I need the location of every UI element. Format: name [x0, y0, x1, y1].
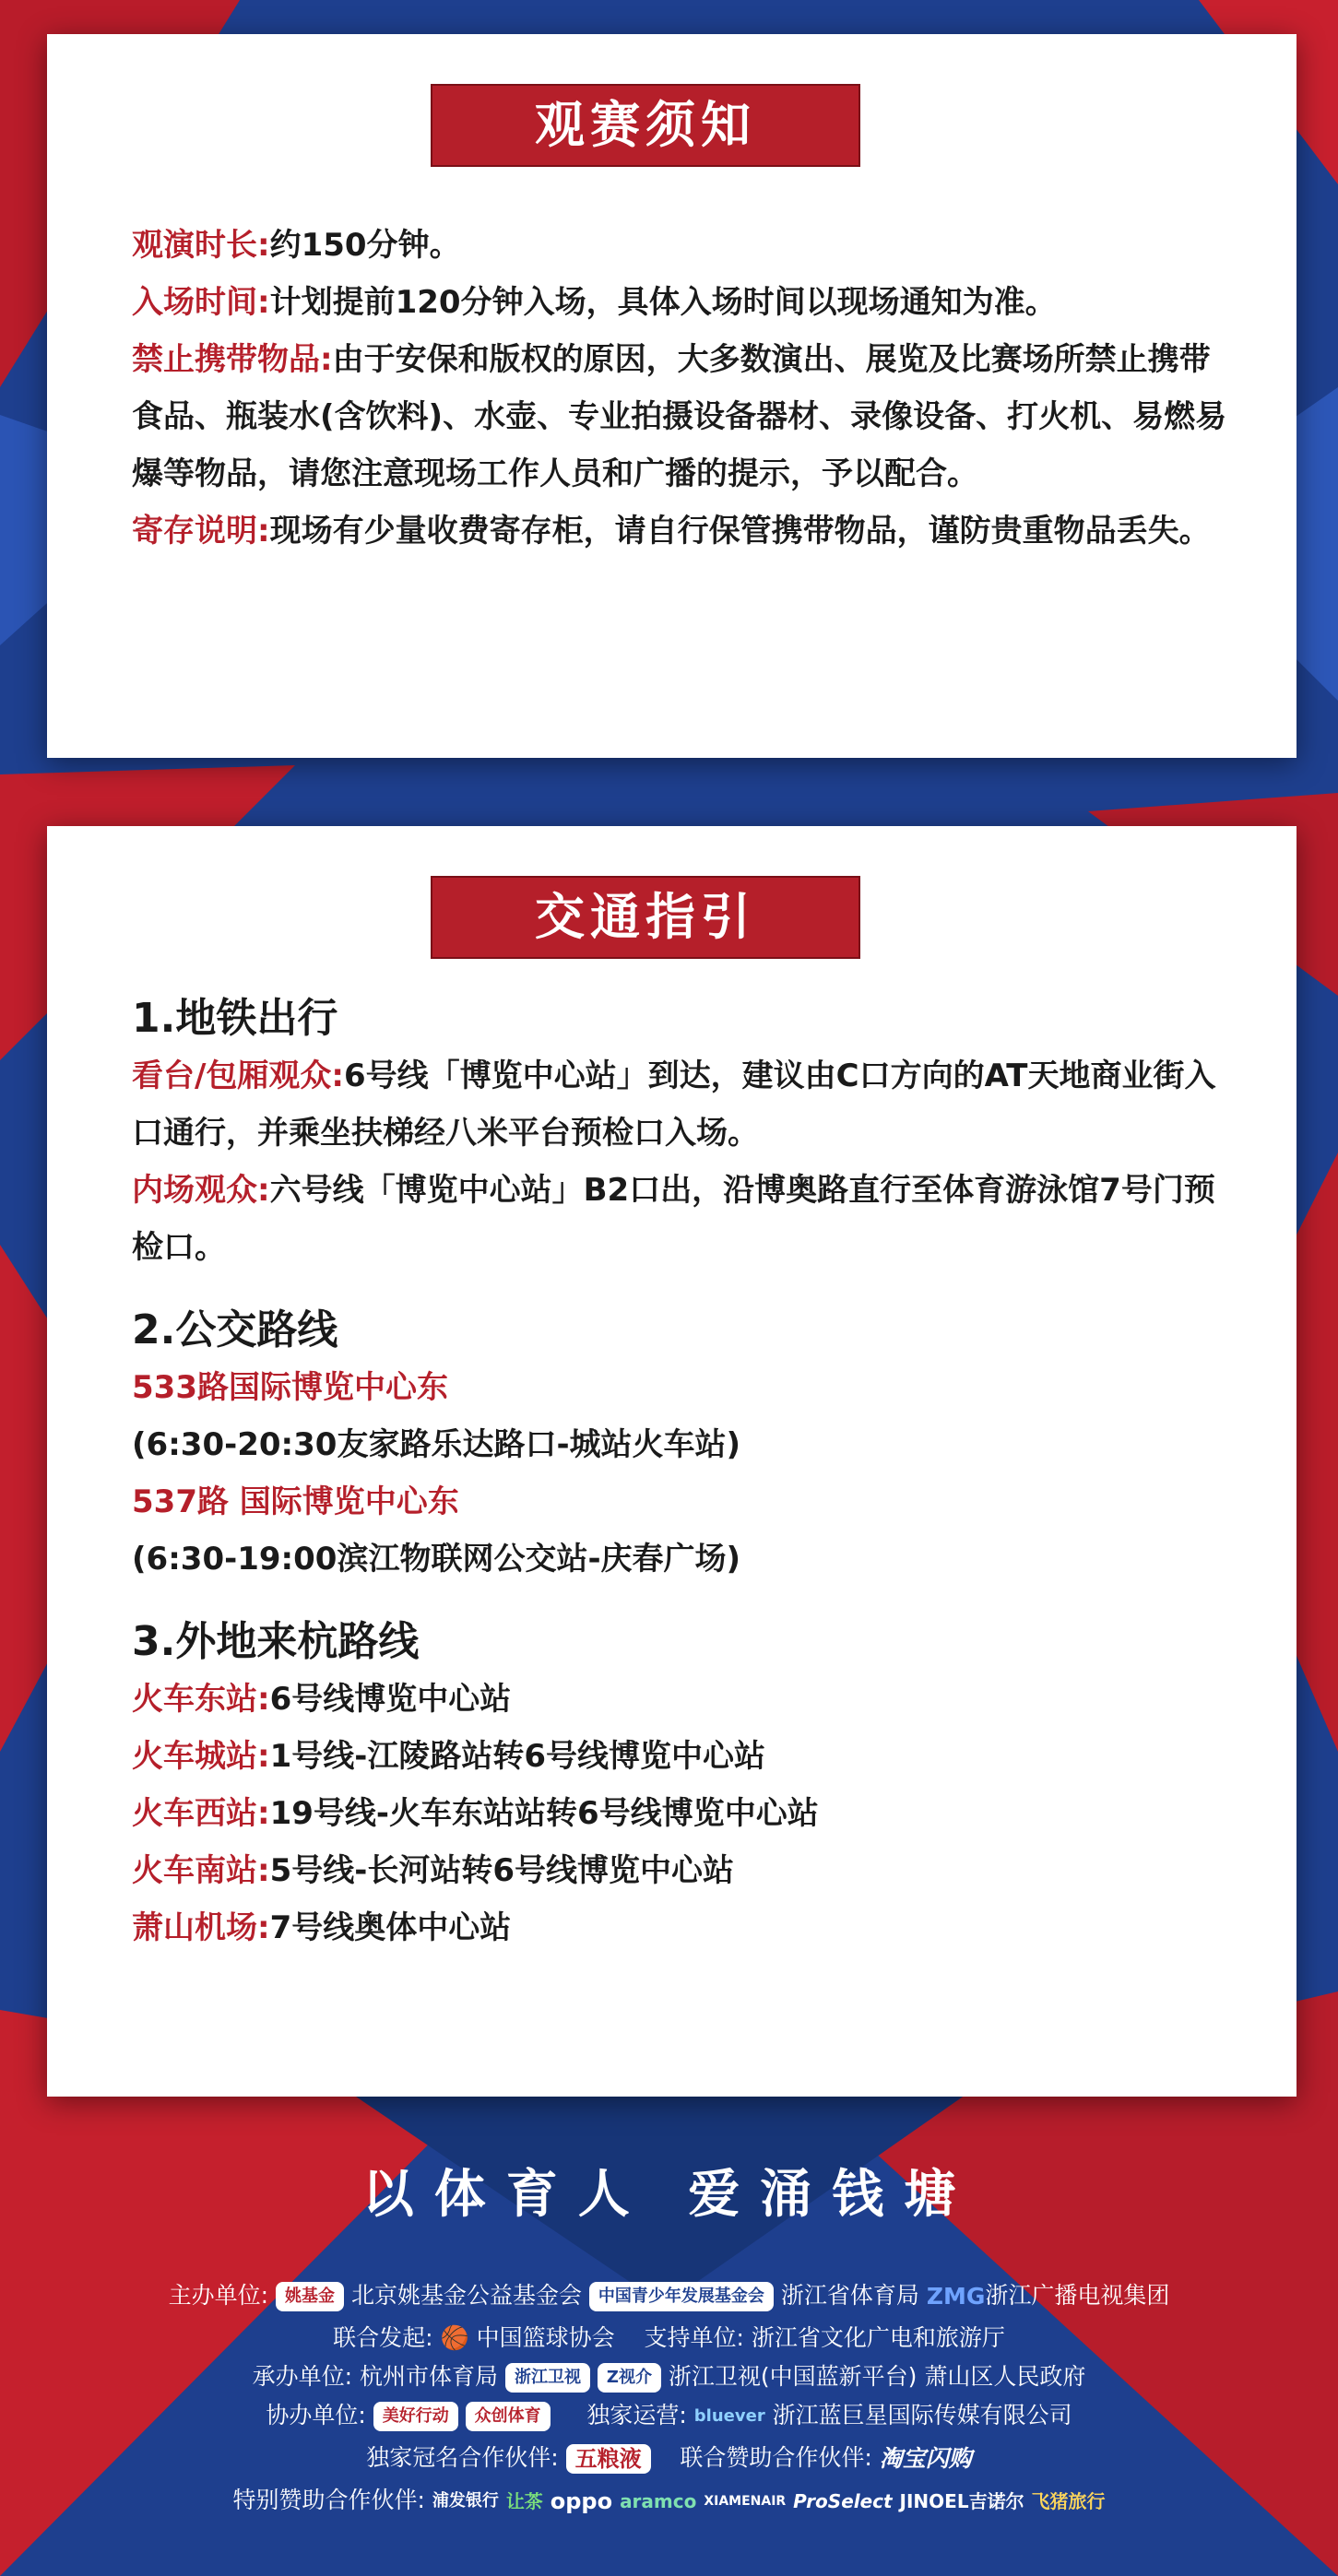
station-route: 19号线-火车东站站转6号线博览中心站 — [269, 1795, 819, 1832]
outside-item — [132, 1728, 1229, 1785]
op-1: 浙江蓝巨星国际传媒有限公司 — [772, 2402, 1072, 2428]
assist-logo-1: 美好行动 — [373, 2402, 458, 2431]
host-1: 北京姚基金公益基金会 — [350, 2282, 582, 2309]
oppo-logo: oppo — [550, 2488, 613, 2514]
org-1: 杭州市体育局 — [359, 2363, 498, 2390]
notice-text: 现场有少量收费寄存柜，请自行保管携带物品，谨防贵重物品丢失。 — [269, 513, 1211, 549]
station-label: 火车南站: — [132, 1852, 270, 1889]
host-label: 主办单位: — [168, 2282, 269, 2309]
footer-row-org — [0, 2360, 1338, 2393]
notice-item-storage — [132, 502, 1229, 560]
station-label: 火车城站: — [132, 1738, 270, 1775]
notice-label: 观演时长: — [132, 227, 270, 264]
co-1: 中国篮球协会 — [476, 2324, 615, 2351]
station-label: 火车东站: — [132, 1681, 270, 1718]
title-sponsor-label: 独家冠名合作伙伴: — [366, 2444, 559, 2471]
joint-label: 联合赞助合作伙伴: — [680, 2444, 872, 2471]
notice-item-duration — [132, 217, 1229, 274]
metro-label: 内场观众: — [132, 1172, 270, 1209]
footer-row-special — [0, 2484, 1338, 2518]
outside-heading: 3.外地来杭路线 — [132, 1618, 420, 1665]
bus-route-name: 537路 国际博览中心东 — [132, 1483, 459, 1520]
assist-logo-2: 众创体育 — [466, 2402, 551, 2431]
notice-content — [132, 217, 1229, 560]
bluever-logo: bluever — [693, 2406, 765, 2426]
notice-text: 约150分钟。 — [269, 227, 461, 264]
footer-row-host — [0, 2279, 1338, 2313]
proselect-logo: ProSelect — [793, 2490, 893, 2512]
co-label: 联合发起: — [333, 2324, 433, 2351]
aramco-logo: aramco — [620, 2490, 697, 2512]
bus-route-name: 533路国际博览中心东 — [132, 1369, 448, 1406]
jinoel-logo: JINOEL吉诺尔 — [899, 2490, 1024, 2512]
assist-label: 协办单位: — [266, 2402, 366, 2428]
footer-row-co — [0, 2322, 1338, 2355]
traffic-card — [47, 826, 1297, 2097]
notice-label: 寄存说明: — [132, 513, 270, 549]
support-label: 支持单位: — [644, 2324, 744, 2351]
special-label: 特别赞助合作伙伴: — [232, 2487, 425, 2513]
station-route: 6号线博览中心站 — [269, 1681, 512, 1718]
spdb-logo: 浦发银行 — [432, 2491, 499, 2511]
notice-text: 计划提前120分钟入场，具体入场时间以现场通知为准。 — [269, 284, 1057, 321]
cba-logo-icon: 🏀 — [440, 2324, 469, 2351]
bus-route-detail: (6:30-20:30友家路乐达路口-城站火车站) — [132, 1426, 741, 1463]
zjtv-logo: 浙江卫视 — [505, 2363, 590, 2393]
notice-label: 禁止携带物品: — [132, 341, 333, 378]
metro-text: 六号线「博览中心站」B2口出，沿博奥路直行至体育游泳馆7号门预检口。 — [132, 1172, 1215, 1266]
notice-text: 由于安保和版权的原因，大多数演出、展览及比赛场所禁止携带食品、瓶装水(含饮料)、水壶、专业拍摄设备器材、录像设备、打火机、易燃易爆等物品，请您注意现场工作人员和广播的提示，予以配合。 — [132, 341, 1227, 492]
metro-text: 6号线「博览中心站」到达，建议由C口方向的AT天地商业街入口通行，并乘坐扶梯经八米平台预检口入场。 — [132, 1058, 1216, 1152]
station-route: 1号线-江陵路站转6号线博览中心站 — [269, 1738, 766, 1775]
notice-card — [47, 34, 1297, 758]
station-label: 萧山机场: — [132, 1909, 270, 1946]
outside-item — [132, 1899, 1229, 1956]
footer-row-title-sponsor — [0, 2441, 1338, 2476]
metro-label: 看台/包厢观众: — [132, 1058, 345, 1094]
zmg-logo: ZMG — [926, 2283, 986, 2310]
slogan: 以体育人 爱涌钱塘 — [361, 2165, 977, 2225]
metro-item — [132, 1047, 1229, 1162]
support-1: 浙江省文化广电和旅游厅 — [751, 2324, 1005, 2351]
station-label: 火车西站: — [132, 1795, 270, 1832]
outside-item — [132, 1785, 1229, 1842]
org-2: 浙江卫视(中国蓝新平台) — [668, 2363, 918, 2390]
yao-foundation-logo: 姚基金 — [276, 2282, 344, 2311]
outside-item — [132, 1671, 1229, 1728]
op-label: 独家运营: — [586, 2402, 687, 2428]
traffic-content — [132, 990, 1229, 1956]
footer-row-assist — [0, 2399, 1338, 2433]
taobao-shangou-logo: 淘宝闪购 — [879, 2445, 972, 2472]
bus-route-detail: (6:30-19:00滨江物联网公交站-庆春广场) — [132, 1541, 741, 1578]
org-label: 承办单位: — [252, 2363, 353, 2390]
traffic-title: 交通指引 — [431, 876, 860, 959]
fliggy-logo: 飞猪旅行 — [1031, 2490, 1106, 2512]
host-2: 浙江省体育局 — [780, 2282, 919, 2309]
notice-label: 入场时间: — [132, 284, 270, 321]
notice-title: 观赛须知 — [431, 84, 860, 167]
station-route: 7号线奥体中心站 — [269, 1909, 512, 1946]
notice-item-entry — [132, 274, 1229, 331]
cydf-logo: 中国青少年发展基金会 — [589, 2282, 774, 2311]
xiamenair-logo: XIAMENAIR — [704, 2494, 787, 2509]
metro-item — [132, 1162, 1229, 1276]
bus-heading: 2.公交路线 — [132, 1306, 338, 1353]
wuliangye-logo: 五粮液 — [566, 2444, 651, 2474]
zshijie-logo: Z视介 — [598, 2363, 661, 2393]
notice-item-prohibited — [132, 331, 1229, 502]
rangcha-logo: 让茶 — [505, 2490, 543, 2512]
org-3: 萧山区人民政府 — [924, 2363, 1086, 2390]
host-3: 浙江广播电视集团 — [985, 2282, 1170, 2309]
metro-heading: 1.地铁出行 — [132, 995, 338, 1042]
outside-item — [132, 1842, 1229, 1899]
station-route: 5号线-长河站转6号线博览中心站 — [269, 1852, 735, 1889]
